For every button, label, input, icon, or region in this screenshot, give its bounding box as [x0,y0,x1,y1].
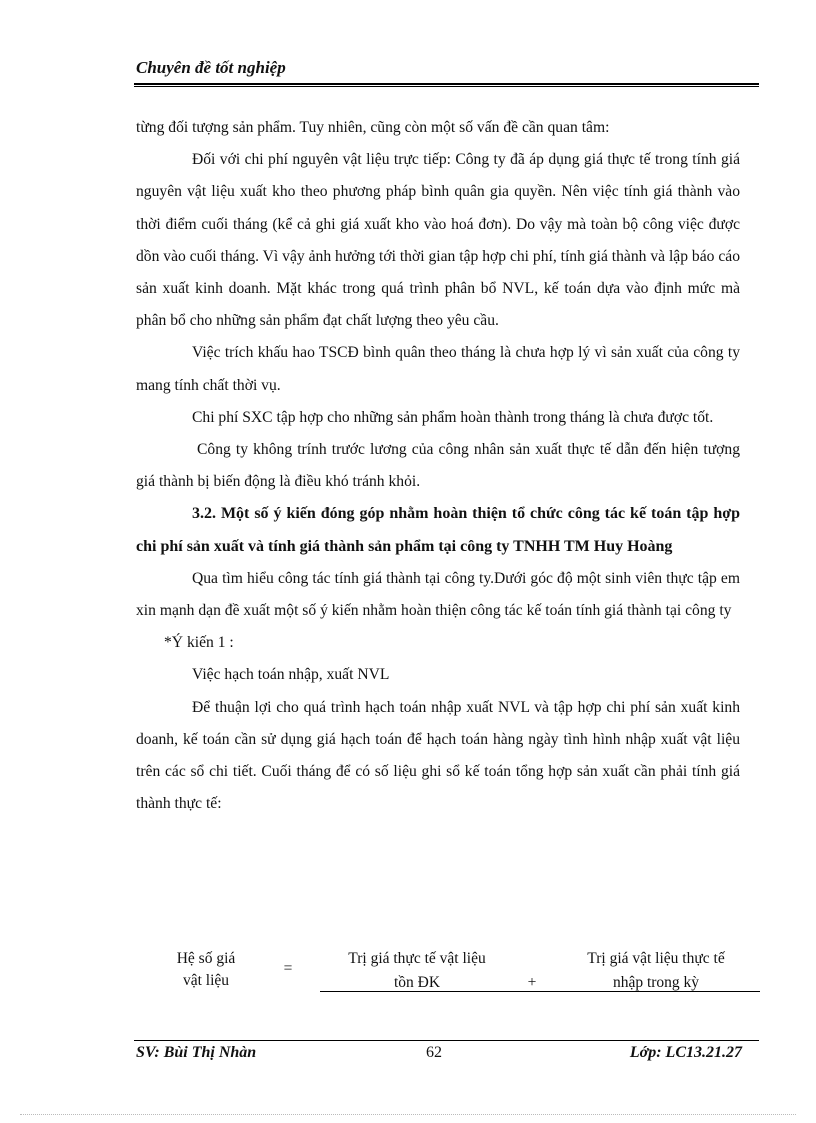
formula-equals: = [283,960,293,977]
header-title: Chuyên đề tốt nghiệp [136,58,286,77]
footer-student: SV: Bùi Thị Nhàn [136,1044,257,1061]
formula-term1-line1: Trị giá thực tế vật liệu [348,950,486,967]
footer-class: Lớp: LC13.21.27 [629,1044,742,1061]
footer-rule [134,1040,759,1041]
formula-left-line2: vật liệu [182,972,230,989]
header-rule [134,83,759,85]
paragraph-opinion-detail: Để thuận lợi cho quá trình hạch toán nhập xuất NVL và tập hợp chi phí sản xuất kinh doanh, kế toán cần sử dụng giá hạch toán để hạch toán hàng ngày tình hình nhập xuất vật liệu trên các sổ chi tiết. Cuối tháng để có số liệu ghi sổ kế toán tổng hợp sản xuất cần phải tính giá thành thực tế: [136,698,740,813]
page-bottom-border [20,1114,796,1115]
formula-left-line1: Hệ số giá [176,950,236,967]
formula-fraction-line [320,991,760,992]
footer-page-number: 62 [426,1044,442,1061]
body-text [136,112,740,820]
formula-term2-line2: nhập trong kỳ [612,974,700,991]
paragraph-intro: Qua tìm hiểu công tác tính giá thành tại công ty.Dưới góc độ một sinh viên thực tập em xin mạnh dạn đề xuất một số ý kiến nhằm hoàn thiện công tác kế toán tính giá thành tại công ty [136,569,740,620]
opinion-label: *Ý kiến 1 : [164,634,234,652]
paragraph-continuation: từng đối tượng sản phẩm. Tuy nhiên, cũng còn một số vấn đề cần quan tâm: [136,119,610,136]
formula-left [136,948,276,992]
paragraph-depreciation: Việc trích khấu hao TSCĐ bình quân theo tháng là chưa hợp lý vì sản xuất của công ty mang tính chất thời vụ. [136,344,740,394]
section-heading: 3.2. Một số ý kiến đóng góp nhằm hoàn thiện tổ chức công tác kế toán tập hợp chi phí sản xuất và tính giá thành sản phẩm tại công ty TNHH TM Huy Hoàng [136,505,740,555]
formula-term1-line2: tồn ĐK [393,974,441,991]
formula-term2-line1: Trị giá vật liệu thực tế [587,950,725,967]
header-rule-secondary [134,86,759,87]
formula-plus: + [527,974,537,991]
paragraph-overhead: Chi phí SXC tập hợp cho những sản phẩm hoàn thành trong tháng là chưa được tốt. [192,408,714,426]
formula [136,948,760,998]
paragraph-wages: Công ty không trính trước lương của công nhân sản xuất thực tế dẫn đến hiện tượng giá thành bị biến động là điều khó tránh khỏi. [136,441,740,491]
opinion-topic: Việc hạch toán nhập, xuất NVL [192,666,390,684]
footer [136,1044,742,1068]
paragraph-direct-material: Đối với chi phí nguyên vật liệu trực tiếp: Công ty đã áp dụng giá thực tế trong tính giá nguyên vật liệu xuất kho theo phương pháp bình quân gia quyền. Nên việc tính giá thành vào thời điểm cuối tháng (kể cả ghi giá xuất kho vào hoá đơn). Do vậy mà toàn bộ công việc được dồn vào cuối tháng. Vì vậy ảnh hưởng tới thời gian tập hợp chi phí, tính giá thành và lập báo cáo sản xuất kinh doanh. Mặt khác trong quá trình phân bổ NVL, kế toán dựa vào định mức mà phân bổ cho những sản phẩm đạt chất lượng theo yêu cầu. [136,151,740,330]
